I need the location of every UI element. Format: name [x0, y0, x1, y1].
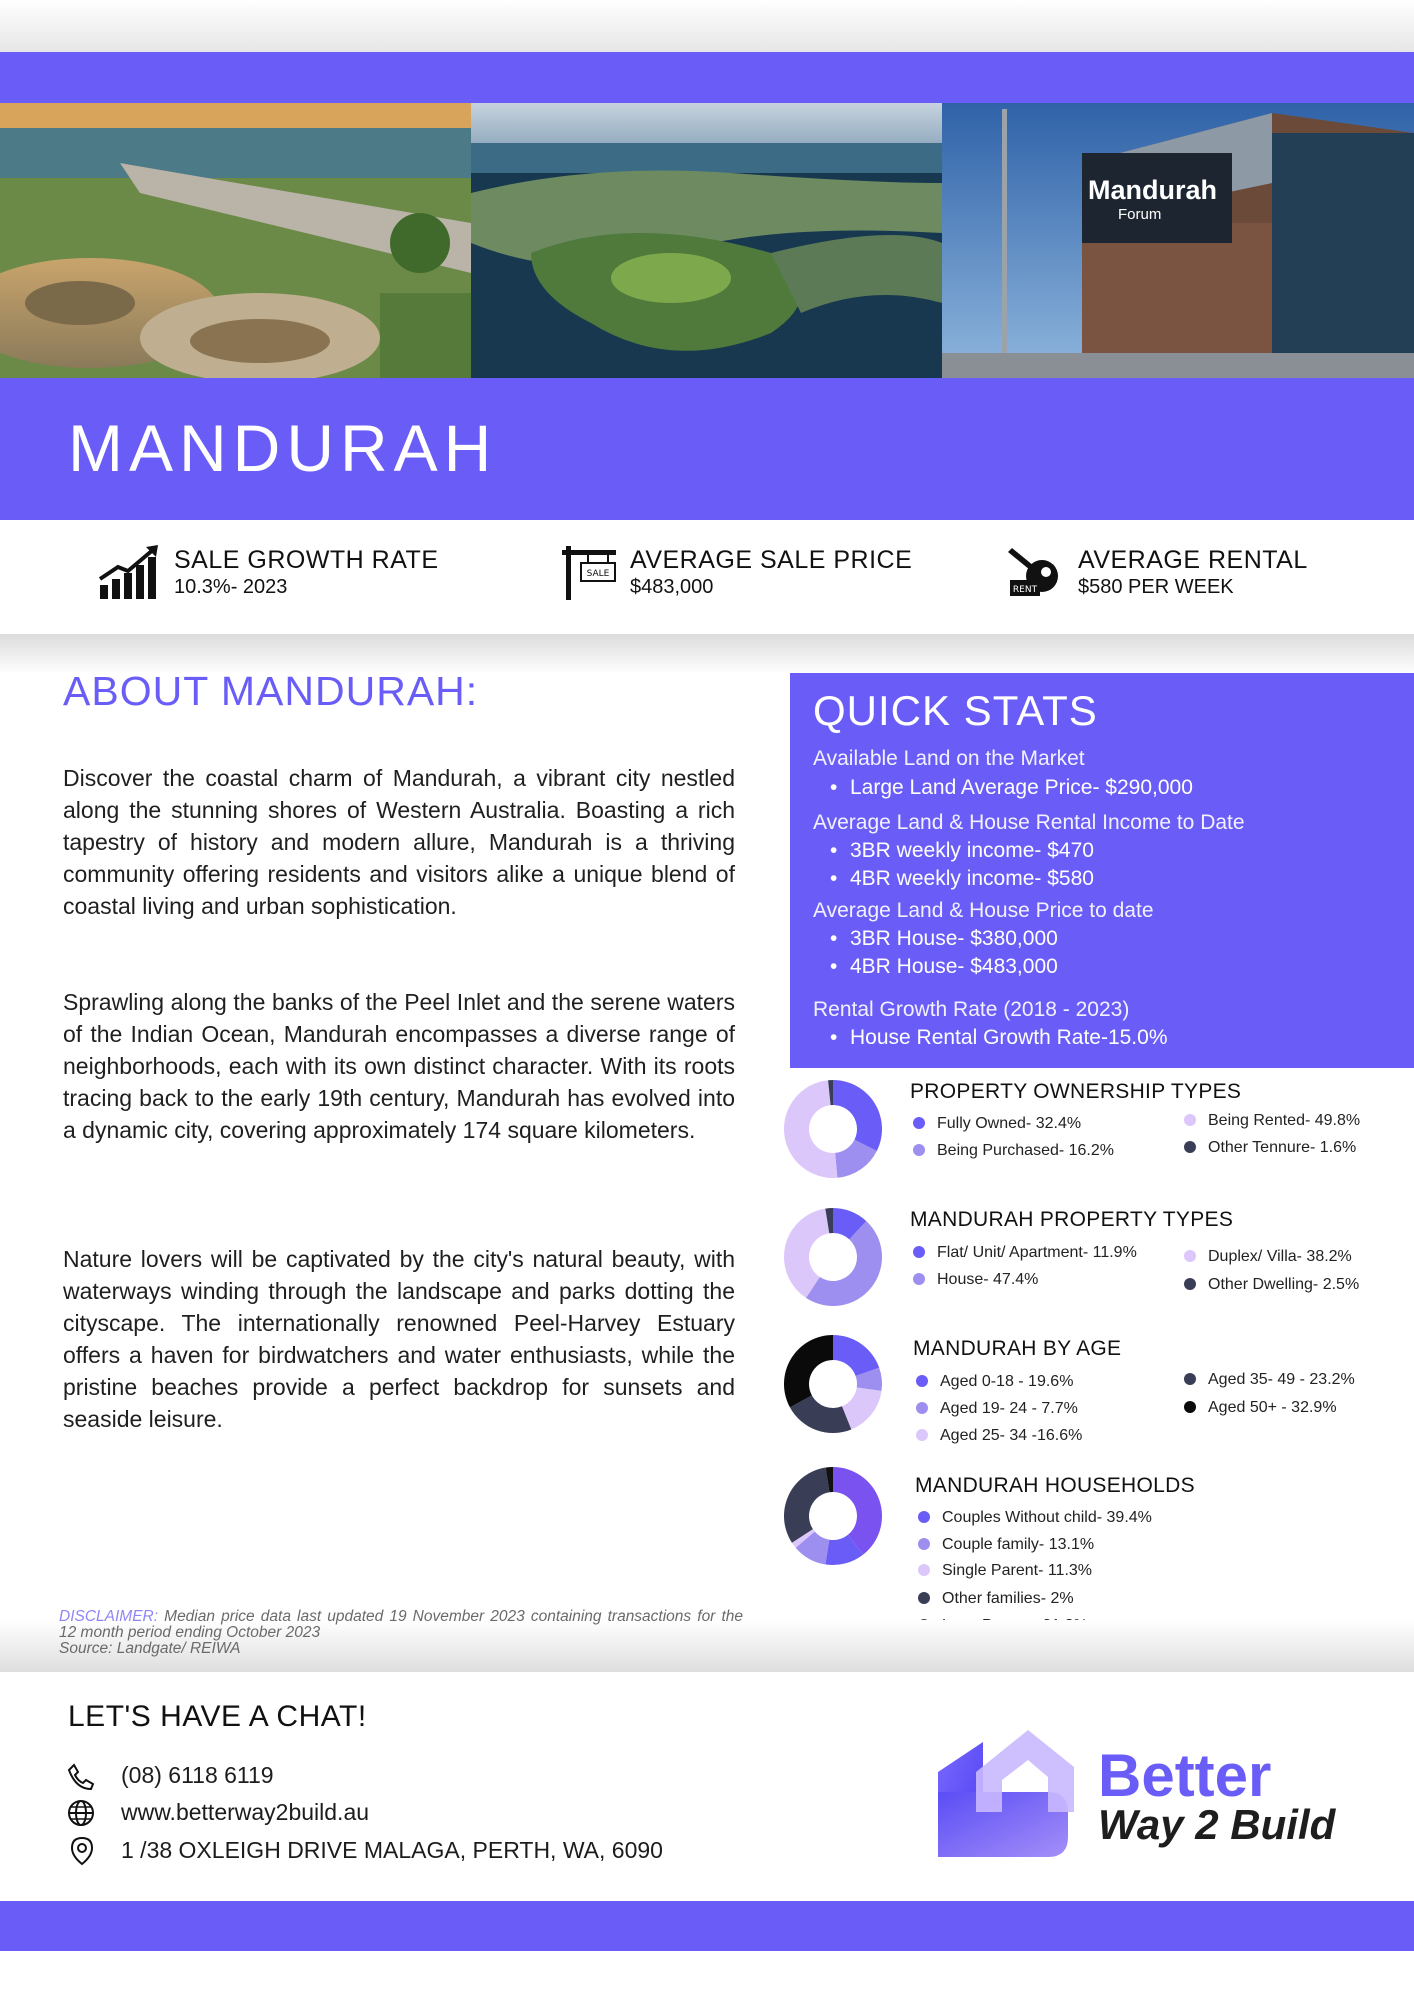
qs-item-4br-income: • 4BR weekly income- $580 — [850, 867, 1094, 891]
legend-label: Other Tennure- 1.6% — [1208, 1139, 1357, 1156]
kpi-avg-sale-title: AVERAGE SALE PRICE — [630, 546, 913, 574]
sale-sign-icon — [562, 544, 618, 606]
top-fade — [0, 0, 1414, 52]
qs-item-rental-growth: • House Rental Growth Rate-15.0% — [850, 1026, 1168, 1050]
forum-sign-name: Mandurah — [1088, 175, 1218, 205]
legend-dot — [1184, 1141, 1196, 1153]
legend-label: Other families- 2% — [942, 1590, 1074, 1607]
kpi-avg-sale-value: $483,000 — [630, 576, 714, 598]
donut-households — [782, 1465, 884, 1567]
disclaimer-source: Source: Landgate/ REIWA — [59, 1640, 241, 1657]
age-title: MANDURAH BY AGE — [913, 1337, 1122, 1360]
legend-label: Single Parent- 11.3% — [942, 1562, 1093, 1579]
house-logo-icon — [928, 1712, 1078, 1866]
legend-item — [918, 1536, 1094, 1554]
forum-sign-sub: Forum — [1118, 206, 1162, 223]
legend-label: House- 47.4% — [937, 1271, 1039, 1288]
svg-text:SALE: SALE — [586, 569, 610, 579]
legend-dot — [1184, 1278, 1196, 1290]
legend-dot — [916, 1402, 928, 1414]
legend-item — [1184, 1139, 1356, 1157]
legend-label: Fully Owned- 32.4% — [937, 1115, 1082, 1132]
legend-dot — [1184, 1114, 1196, 1126]
legend-item — [918, 1562, 1092, 1580]
about-heading: ABOUT MANDURAH: — [63, 668, 479, 714]
legend-label: Other Dwelling- 2.5% — [1208, 1276, 1360, 1293]
legend-label: Being Purchased- 16.2% — [937, 1142, 1114, 1159]
qs-item-3br-income: • 3BR weekly income- $470 — [850, 839, 1094, 863]
legend-label: Aged 50+ - 32.9% — [1208, 1399, 1337, 1416]
contact-website[interactable]: www.betterway2build.au — [121, 1799, 370, 1825]
contact-phone[interactable]: (08) 6118 6119 — [121, 1762, 274, 1788]
kpi-sale-growth-title: SALE GROWTH RATE — [174, 546, 439, 574]
legend-label: Being Rented- 49.8% — [1208, 1112, 1361, 1129]
disclaimer-text: Median price data last updated 19 November 2023 containing transactions for the 12 month period ending October 2023 — [59, 1608, 743, 1641]
disclaimer-label: DISCLAIMER: — [59, 1608, 159, 1625]
rent-key-icon — [1006, 544, 1064, 606]
photo-mandurah-forum — [942, 103, 1414, 378]
legend-label: Aged 35- 49 - 23.2% — [1208, 1371, 1355, 1388]
qs-item-4br-house: • 4BR House- $483,000 — [850, 955, 1058, 979]
legend-item — [1184, 1112, 1360, 1130]
contact-address: 1 /38 OXLEIGH DRIVE MALAGA, PERTH, WA, 6090 — [121, 1837, 663, 1863]
legend-label: Couples Without child- 39.4% — [942, 1509, 1152, 1526]
donut-slice-aged-0-18 — [833, 1335, 879, 1376]
globe-icon — [66, 1798, 96, 1832]
ownership-title: PROPERTY OWNERSHIP TYPES — [910, 1080, 1242, 1103]
legend-dot — [918, 1511, 930, 1523]
legend-dot — [1184, 1250, 1196, 1262]
donut-slice-aged-50- — [784, 1335, 833, 1407]
legend-item — [916, 1373, 1073, 1391]
donut-slice-being-rented — [784, 1080, 837, 1178]
phone-icon — [66, 1762, 96, 1796]
chat-heading: LET'S HAVE A CHAT! — [68, 1700, 367, 1733]
disclaimer — [59, 1609, 743, 1657]
legend-item — [1184, 1371, 1355, 1389]
legend-label: Aged 19- 24 - 7.7% — [940, 1400, 1078, 1417]
legend-dot — [913, 1117, 925, 1129]
qs-item-3br-house: • 3BR House- $380,000 — [850, 927, 1058, 951]
legend-dot — [913, 1144, 925, 1156]
legend-item — [916, 1400, 1078, 1418]
legend-item — [916, 1427, 1082, 1445]
chart-growth-icon — [96, 545, 162, 605]
about-paragraph-1: Discover the coastal charm of Mandurah, a vibrant city nestled along the stunning shores of Western Australia. Boasting a rich tapestry of history and modern allure, Mandurah is a thriving community offering residents and visitors alike a unique blend of coastal living and urban sophistication. — [63, 765, 735, 919]
legend-label: Flat/ Unit/ Apartment- 11.9% — [937, 1244, 1137, 1261]
photo-estuary — [471, 103, 942, 378]
kpi-avg-rental-value: $580 PER WEEK — [1078, 576, 1234, 598]
photo-skatepark — [0, 103, 471, 378]
donut-slice-lone-person — [784, 1468, 829, 1543]
top-accent-band — [0, 52, 1414, 103]
qs-group-price-label: Average Land & House Price to date — [813, 899, 1154, 922]
legend-dot — [916, 1429, 928, 1441]
quick-stats-box — [790, 673, 1414, 1068]
brand-name-line1: Better — [1098, 1742, 1272, 1809]
donut-property-types — [782, 1206, 884, 1308]
svg-text:RENT: RENT — [1012, 585, 1038, 595]
donut-slice-fully-owned — [833, 1080, 882, 1151]
qs-group-growth-label: Rental Growth Rate (2018 - 2023) — [813, 998, 1130, 1021]
page-title: MANDURAH — [68, 411, 498, 485]
legend-item — [1184, 1248, 1352, 1266]
legend-dot — [913, 1246, 925, 1258]
legend-item — [913, 1142, 1114, 1160]
legend-item — [1184, 1276, 1359, 1294]
legend-label: Aged 25- 34 -16.6% — [940, 1427, 1083, 1444]
quick-stats-heading: QUICK STATS — [813, 687, 1098, 734]
legend-item — [918, 1590, 1074, 1608]
qs-item-land-price: • Large Land Average Price- $290,000 — [850, 776, 1193, 800]
legend-dot — [918, 1592, 930, 1604]
about-paragraph-2: Sprawling along the banks of the Peel Inlet and the serene waters of the Indian Ocean, Mandurah encompasses a diverse range of neighborhoods, each with its own distinct character. With its roots tracing back to the early 19th century, Mandurah has evolved into a dynamic city, covering approximately 174 square kilometers. — [63, 989, 735, 1143]
bottom-accent-band — [0, 1901, 1414, 1951]
legend-dot — [916, 1375, 928, 1387]
donut-age — [782, 1333, 884, 1435]
legend-item — [913, 1244, 1137, 1262]
location-pin-icon — [70, 1836, 94, 1870]
legend-item — [1184, 1399, 1337, 1417]
legend-dot — [1184, 1401, 1196, 1413]
forum-sign — [1088, 175, 1238, 235]
kpi-avg-rental-title: AVERAGE RENTAL — [1078, 546, 1308, 574]
donut-ownership — [782, 1078, 884, 1180]
legend-dot — [1184, 1373, 1196, 1385]
legend-item — [913, 1271, 1038, 1289]
kpi-sale-growth-value: 10.3%- 2023 — [174, 576, 288, 598]
legend-dot — [918, 1538, 930, 1550]
about-paragraph-3: Nature lovers will be captivated by the city's natural beauty, with waterways winding through the landscape and parks dotting the cityscape. The internationally renowned Peel-Harvey Estuary offers a haven for birdwatchers and water enthusiasts, while the pristine beaches provide a perfect backdrop for sunsets and seaside leisure. — [63, 1246, 735, 1432]
legend-dot — [913, 1273, 925, 1285]
qs-group-rental-label: Average Land & House Rental Income to Date — [813, 811, 1245, 834]
legend-label: Duplex/ Villa- 38.2% — [1208, 1248, 1352, 1265]
legend-item — [913, 1115, 1081, 1133]
legend-label: Aged 0-18 - 19.6% — [940, 1373, 1074, 1390]
legend-item — [918, 1509, 1152, 1527]
qs-group-land-label: Available Land on the Market — [813, 747, 1085, 770]
brand-name-line2: Way 2 Build — [1098, 1801, 1336, 1848]
property-types-title: MANDURAH PROPERTY TYPES — [910, 1208, 1234, 1231]
legend-dot — [918, 1564, 930, 1576]
households-title: MANDURAH HOUSEHOLDS — [915, 1474, 1195, 1497]
legend-label: Couple family- 13.1% — [942, 1536, 1095, 1553]
